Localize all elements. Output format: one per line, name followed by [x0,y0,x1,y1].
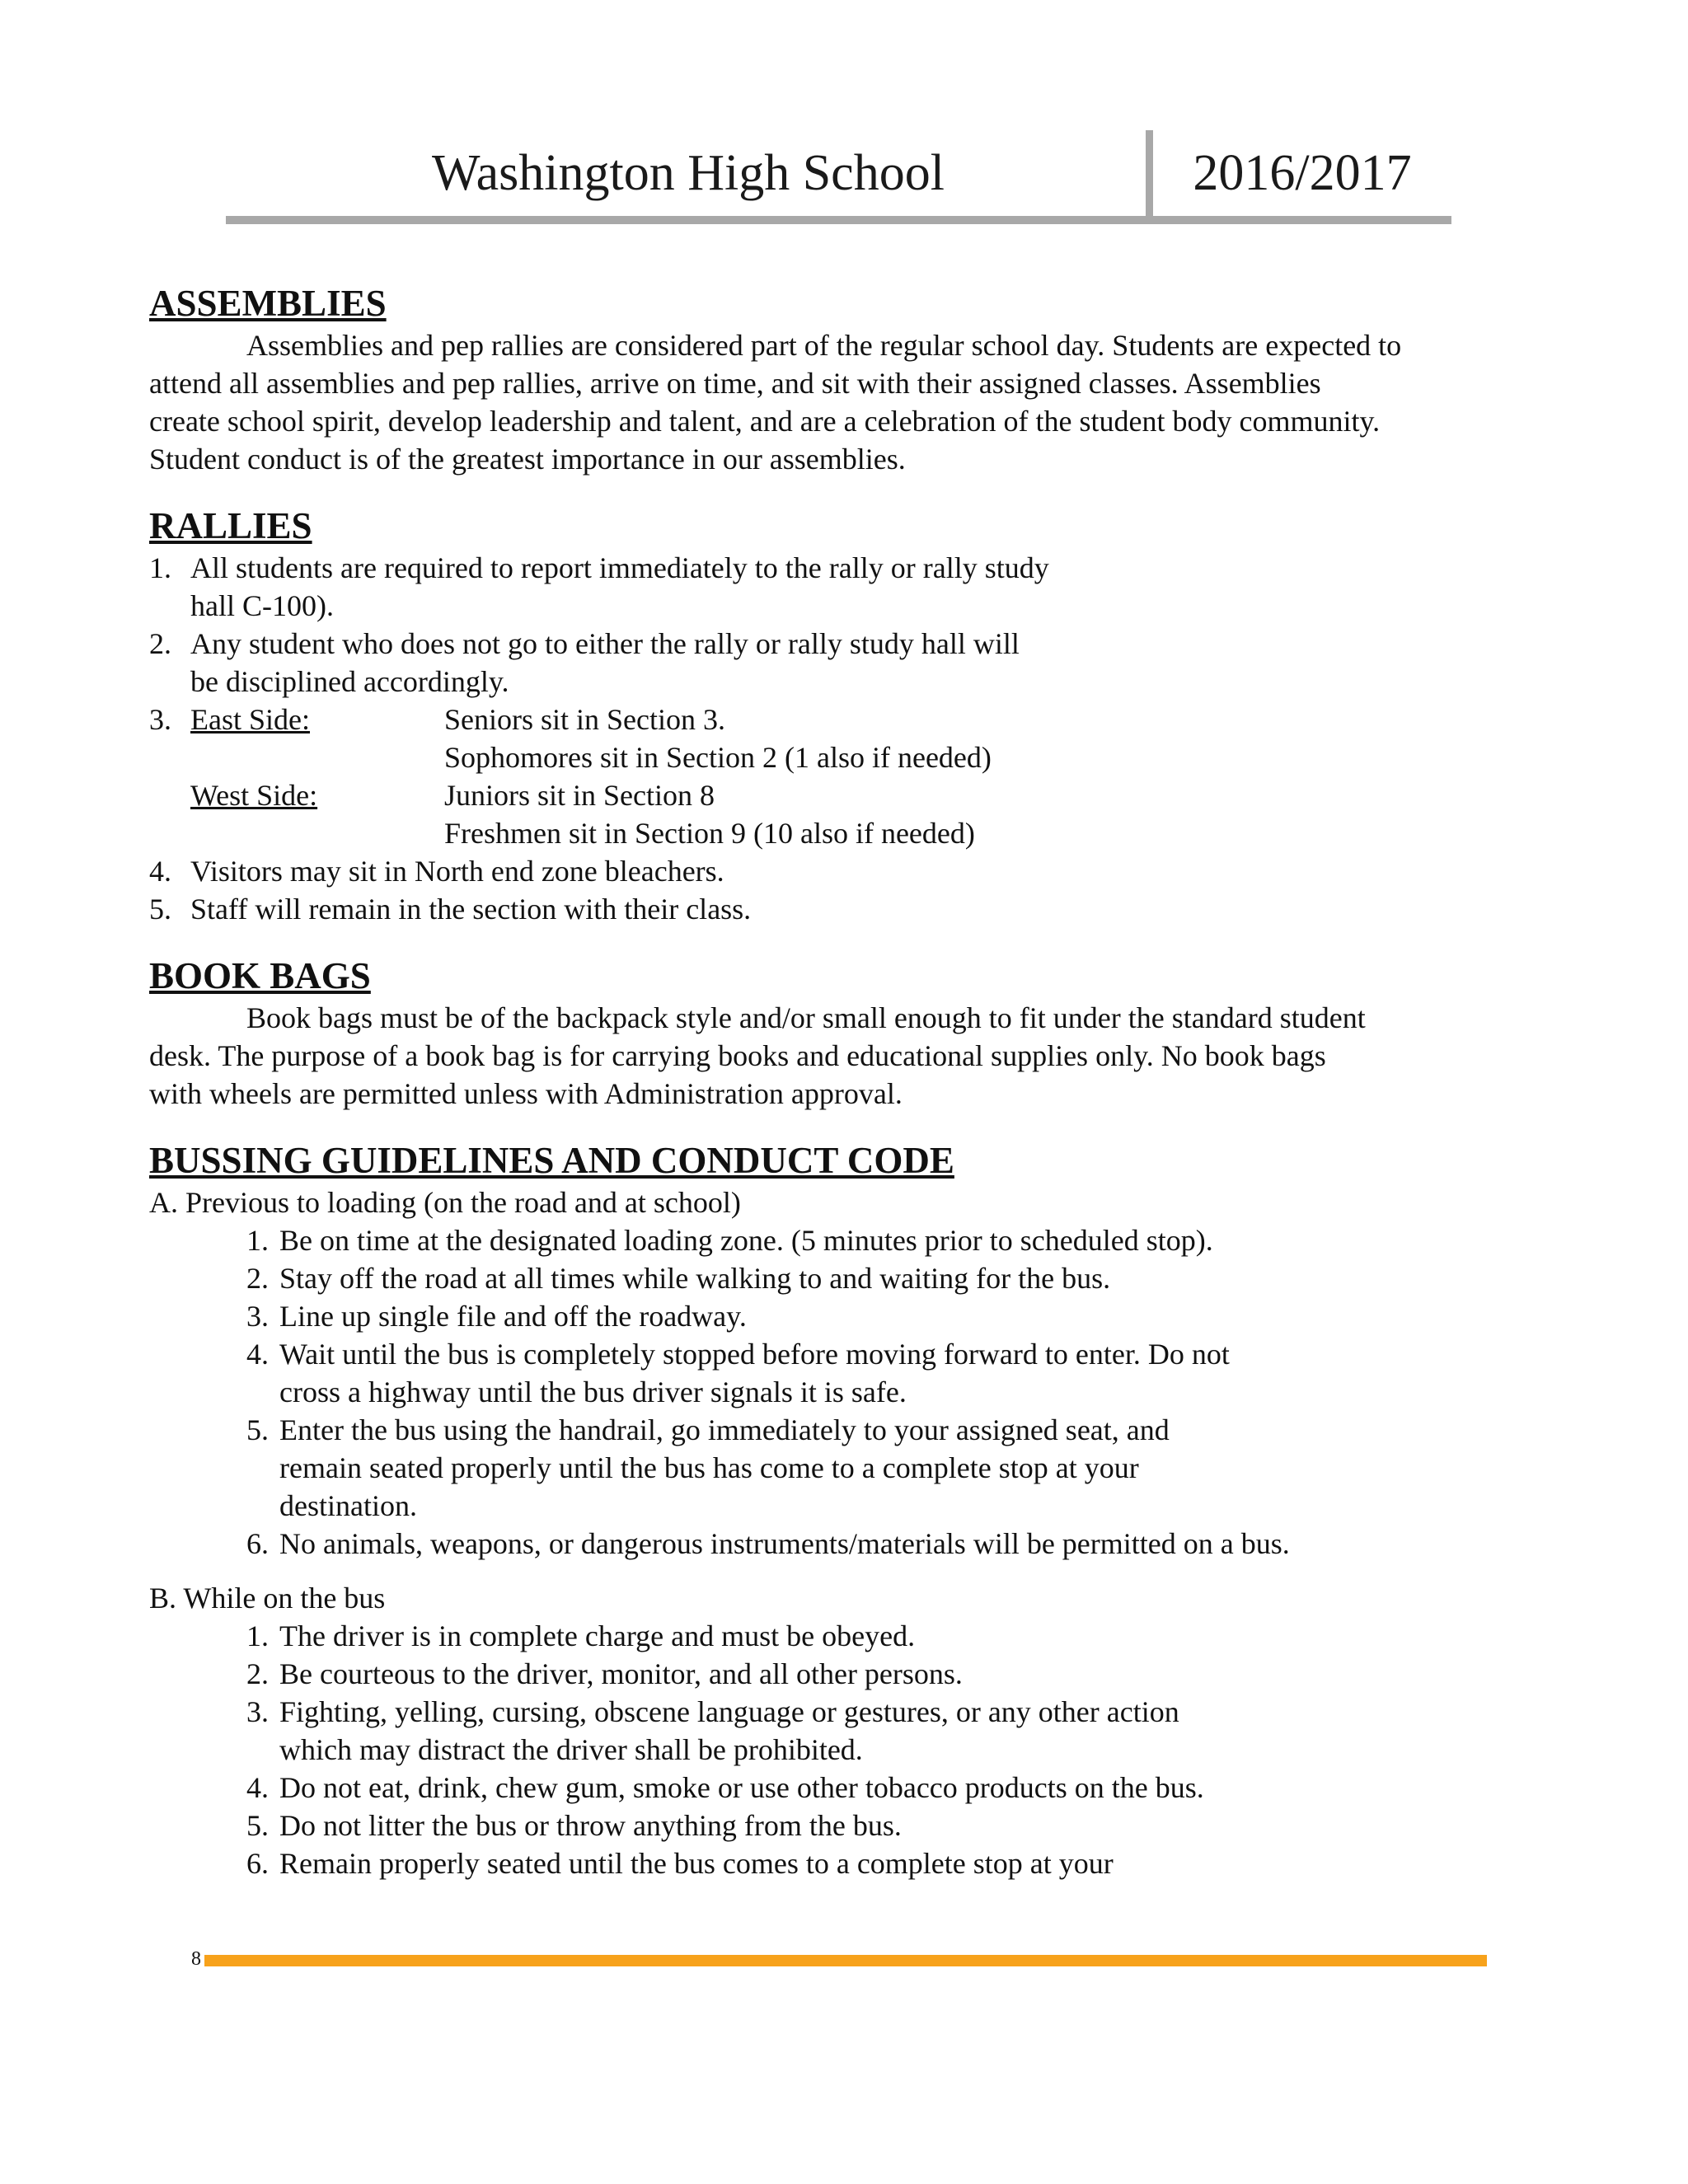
page-number: 8 [191,1948,201,1970]
paragraph-line: with wheels are permitted unless with Administration approval. [149,1077,903,1110]
item-text: Fighting, yelling, cursing, obscene language or gestures, or any other action [279,1695,1179,1728]
item-text: Remain properly seated until the bus comes to a complete stop at your [279,1847,1114,1880]
paragraph-line: Book bags must be of the backpack style and/or small enough to fit under the standard student [246,1001,1366,1034]
item-number: 2. [246,1657,269,1690]
paragraph-line: Student conduct is of the greatest importance in our assemblies. [149,443,906,476]
item-number: 4. [246,1338,269,1371]
list-item-continued [149,1487,1550,1525]
list-item [149,549,1550,587]
book-bags-heading: BOOK BAGS [149,955,371,996]
item-text: which may distract the driver shall be prohibited. [279,1733,863,1766]
item-text: destination. [279,1489,417,1522]
seating-text: Sophomores sit in Section 2 (1 also if needed) [444,741,992,774]
bussing-heading: BUSSING GUIDELINES AND CONDUCT CODE [149,1140,954,1181]
paragraph-line: Assemblies and pep rallies are considered part of the regular school day. Students are expected to [246,329,1402,362]
item-text: remain seated properly until the bus has come to a complete stop at your [279,1451,1139,1484]
item-text: Wait until the bus is completely stopped before moving forward to enter. Do not [279,1338,1230,1371]
item-text: Do not litter the bus or throw anything from the bus. [279,1809,902,1842]
header-rule [226,216,1451,224]
west-side-label: West Side: [190,779,318,812]
list-item-continued [149,1449,1550,1487]
seating-text: Freshmen sit in Section 9 (10 also if needed) [444,817,975,850]
item-number: 4. [246,1771,269,1804]
list-item-continued [149,814,1550,852]
east-side-label: East Side: [190,703,310,736]
list-item-continued [149,663,1550,701]
item-number: 3. [149,703,171,736]
paragraph-line: desk. The purpose of a book bag is for carrying books and educational supplies only. No book bags [149,1039,1326,1072]
list-item [149,1693,1550,1731]
section-b-title: B. While on the bus [149,1582,386,1615]
item-number: 3. [246,1300,269,1333]
assemblies-heading: ASSEMBLIES [149,283,387,324]
item-number: 6. [246,1527,269,1560]
list-item [149,1617,1550,1655]
list-item-continued [149,1373,1550,1411]
item-text: Be courteous to the driver, monitor, and all other persons. [279,1657,963,1690]
seating-text: Juniors sit in Section 8 [444,779,715,812]
seating-text: Seniors sit in Section 3. [444,703,725,736]
item-number: 5. [246,1413,269,1446]
item-number: 2. [246,1262,269,1295]
item-text: Any student who does not go to either the rally or rally study hall will [190,627,1020,660]
paragraph-line: attend all assemblies and pep rallies, arrive on time, and sit with their assigned classes. Assemblies [149,367,1321,400]
paragraph-line: create school spirit, develop leadership and talent, and are a celebration of the student body community. [149,405,1381,438]
item-number: 1. [246,1224,269,1257]
item-number: 3. [246,1695,269,1728]
item-text: Do not eat, drink, chew gum, smoke or use other tobacco products on the bus. [279,1771,1204,1804]
list-item [149,1844,1550,1882]
list-item [149,1411,1550,1449]
item-text: Line up single file and off the roadway. [279,1300,747,1333]
item-number: 5. [246,1809,269,1842]
section-b-list [149,1617,1550,1882]
item-number: 6. [246,1847,269,1880]
list-item [149,1221,1550,1259]
list-item [149,1655,1550,1693]
list-item [149,1259,1550,1297]
school-year: 2016/2017 [1193,145,1412,201]
list-item [149,625,1550,663]
list-item [149,1769,1550,1807]
school-name: Washington High School [432,145,945,201]
list-item-continued [149,587,1550,625]
item-number: 1. [246,1619,269,1652]
item-text: Visitors may sit in North end zone bleachers. [190,855,724,888]
list-item [149,1807,1550,1844]
list-item [149,852,1550,890]
section-a-title: A. Previous to loading (on the road and at school) [149,1186,741,1219]
header-divider [1146,130,1153,218]
item-text: hall C-100). [190,589,334,622]
assemblies-paragraph [149,326,1550,478]
list-item-continued [149,1731,1550,1769]
item-text: Be on time at the designated loading zone. (5 minutes prior to scheduled stop). [279,1224,1213,1257]
item-text: Staff will remain in the section with their class. [190,893,752,926]
item-text: Enter the bus using the handrail, go immediately to your assigned seat, and [279,1413,1170,1446]
list-item [149,701,1550,738]
list-item-continued [149,776,1550,814]
footer-rule [204,1955,1487,1966]
item-number: 1. [149,551,171,584]
list-item [149,1525,1550,1563]
page-content [149,280,1550,1882]
item-number: 2. [149,627,171,660]
list-item [149,1297,1550,1335]
section-a-list [149,1221,1550,1563]
rallies-list [149,549,1550,928]
item-text: The driver is in complete charge and must be obeyed. [279,1619,916,1652]
item-number: 5. [149,893,171,926]
item-text: No animals, weapons, or dangerous instruments/materials will be permitted on a bus. [279,1527,1290,1560]
list-item-continued [149,738,1550,776]
list-item [149,1335,1550,1373]
list-item [149,890,1550,928]
item-text: cross a highway until the bus driver signals it is safe. [279,1376,907,1408]
book-bags-paragraph [149,999,1550,1113]
item-text: Stay off the road at all times while walking to and waiting for the bus. [279,1262,1111,1295]
rallies-heading: RALLIES [149,505,312,546]
item-number: 4. [149,855,171,888]
item-text: All students are required to report immediately to the rally or rally study [190,551,1049,584]
item-text: be disciplined accordingly. [190,665,509,698]
